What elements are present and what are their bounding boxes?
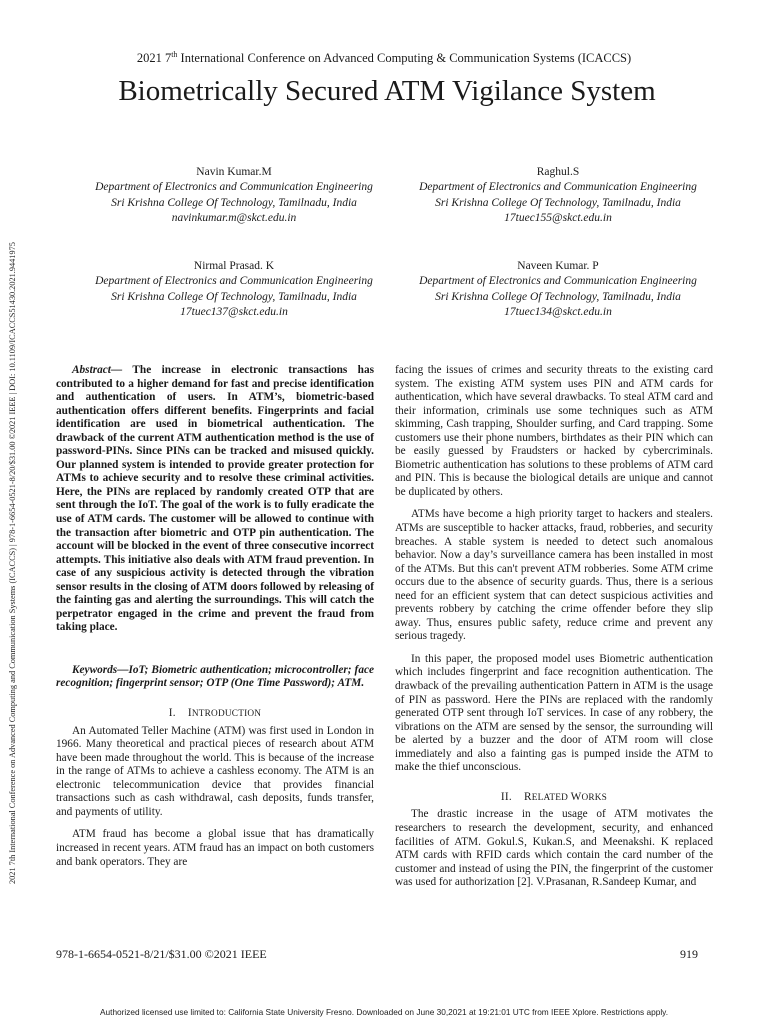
- abstract: [56, 364, 374, 635]
- footer-isbn: 978-1-6654-0521-8/21/$31.00 ©2021 IEEE: [56, 947, 267, 961]
- license-notice: Authorized licensed use limited to: California State University Fresno. Downloaded on June 30,2021 at 19:21:01 UTC from IEEE Xplore. Restrictions apply.: [99, 1007, 668, 1017]
- author-department: Department of Electronics and Communication Engineering: [419, 181, 697, 194]
- page-number: 919: [680, 947, 698, 961]
- author-block-2: [408, 165, 708, 227]
- author-name: Nirmal Prasad. K: [193, 260, 275, 272]
- intro-paragraph-3: facing the issues of crimes and security threats to the existing card system. The existing ATM system uses PIN and ATM cards for authentication, which have several drawbacks. To steal ATM card and their information, criminals use some techniques such as ATM skimming, Cash trapping, Shoulder surfing, and Card trapping. Some customers use their phone numbers, birthdates as their PIN which can be easily guessed by Fraudsters or hacked by cybercriminals. Biometric authentication has solutions to these problems of ATM card and PIN. This is because the biological details are unique and cannot be duplicated by others.: [395, 364, 713, 498]
- section-heading-related-works: II. RELATED WORKS: [500, 790, 608, 803]
- left-column: [56, 364, 374, 869]
- intro-paragraph-2: ATM fraud has become a global issue that has dramatically increased in recent years. ATM fraud has an impact on both customers and bank operators. They are: [56, 828, 374, 868]
- keywords-label: Keywords—: [72, 663, 129, 676]
- side-doi-text: 2021 7th International Conference on Advanced Computing and Communication Systems (ICACCS) | 978-1-6654-0521-8/20/$31.00 ©2021 IEEE | DOI: 10.1109/ICACCS51430.2021.9441975: [8, 242, 17, 884]
- author-institution: Sri Krishna College Of Technology, Tamilnadu, India: [435, 290, 681, 303]
- keywords: [56, 664, 374, 691]
- conference-year: 2021 7: [136, 51, 172, 66]
- author-email: 17tuec134@skct.edu.in: [504, 306, 612, 319]
- author-email: navinkumar.m@skct.edu.in: [171, 212, 297, 225]
- related-paragraph-1: The drastic increase in the usage of ATM motivates the researchers to research the development, security, and enhanced facilities of ATM. Gokul.S, Kukan.S, and Meenakshi. K replaced ATM cards with RFID cards which contain the card number of the customer and instead of using the PIN, the fingerprint of the customer was used for authorization [2]. V.Prasanan, R.Sandeep Kumar, and: [395, 808, 713, 889]
- section-heading-introduction: I. INTRODUCTION: [168, 707, 262, 720]
- abstract-label: Abstract—: [72, 364, 123, 376]
- author-department: Department of Electronics and Communication Engineering: [95, 181, 373, 194]
- author-email: 17tuec137@skct.edu.in: [180, 306, 288, 319]
- author-institution: Sri Krishna College Of Technology, Tamilnadu, India: [111, 290, 357, 303]
- conference-header: [0, 50, 768, 66]
- author-block-4: [408, 259, 708, 321]
- author-block-3: [84, 259, 384, 321]
- author-institution: Sri Krishna College Of Technology, Tamilnadu, India: [435, 196, 681, 209]
- author-institution: Sri Krishna College Of Technology, Tamilnadu, India: [111, 196, 357, 209]
- keywords-text: IoT; Biometric authentication; microcontroller; face recognition; fingerprint sensor; OTP (One Time Password); ATM.: [56, 663, 374, 690]
- abstract-text: The increase in electronic transactions has contributed to a higher demand for fast and precise identification and authentication of users. In ATM’s, biometric-based authentication offers different benefits. Fingerprints and facial identification are used in biometrical authentication. The drawback of the current ATM authentication method is the use of password-PINs. Since PINs can be tracked and misused quickly. Our planned system is intended to provide greater protection for ATMs to achieve security and to resolve these criminal activities. Here, the PINs are replaced by randomly created OTP that are sent through the IoT. The goal of the work is to fully eradicate the use of ATM cards. The customer will be allowed to continue with the transaction after biometric and OTP pin authentication. The account will be blocked in the event of three consecutive incorrect attempts. This initiative also deals with ATM fraud prevention. In case of any suspicious activity is detected through the vibration sensor results in the closing of ATM doors followed by releasing of the fainting gas and alerting the surroundings. This will catch the perpetrator engaged in the crime and prevent the fraud from taking place.: [56, 364, 374, 634]
- author-department: Department of Electronics and Communication Engineering: [419, 275, 697, 288]
- paper-title: Biometrically Secured ATM Vigilance System: [118, 75, 656, 107]
- intro-paragraph-5: In this paper, the proposed model uses Biometric authentication which includes fingerprint and face recognition authentication. The drawback of the prevailing authentication Pattern in ATM is the usage of PIN as password. Here the PINs are replaced with the randomly generated OTP sent through IoT services. In case of any robbery, the vibrations on the ATM are sensed by the sensor, the surrounding will be alerted by a buzzer and the door of ATM room will close immediately and also a fainting gas is pumped inside the ATM to make the thief unconscious.: [395, 652, 713, 774]
- author-name: Naveen Kumar. P: [517, 260, 599, 272]
- right-column: [395, 364, 713, 890]
- intro-paragraph-4: ATMs have become a high priority target to hackers and stealers. ATMs are susceptible to hacker attacks, fraud, robberies, and security breaches. A stable system is needed to detect such anomalous behavior. Now a day’s surveillance camera has been installed in most of the ATMs. But this can't prevent ATM robberies. Some ATM crime occurs due to the absence of security guards. Thus, there is a serious need for an efficient system that can detect suspicious activities and prevents robbery by catching the crime offender before they slip away. Thus, ensures public safety, reduce crime and prevent any serious tragedy.: [395, 508, 713, 643]
- side-doi-note: [7, 132, 21, 884]
- author-department: Department of Electronics and Communication Engineering: [95, 275, 373, 288]
- author-block-1: [84, 165, 384, 227]
- author-name: Navin Kumar.M: [196, 166, 272, 178]
- author-email: 17tuec155@skct.edu.in: [504, 212, 612, 225]
- author-name: Raghul.S: [536, 166, 580, 178]
- intro-paragraph-1: An Automated Teller Machine (ATM) was first used in London in 1966. Many theoretical and practical pieces of research about ATM have been made throughout the world. This is because of the increase in the range of ATMs to achieve a cashless economy. The ATM is an electronic telecommunication device that provides financial transactions such as cash withdrawal, cash deposits, funds transfer, and payments of utility.: [56, 724, 374, 818]
- conference-name: International Conference on Advanced Computing & Communication Systems (ICACCS): [177, 51, 632, 66]
- conference-ordinal: th: [171, 50, 178, 59]
